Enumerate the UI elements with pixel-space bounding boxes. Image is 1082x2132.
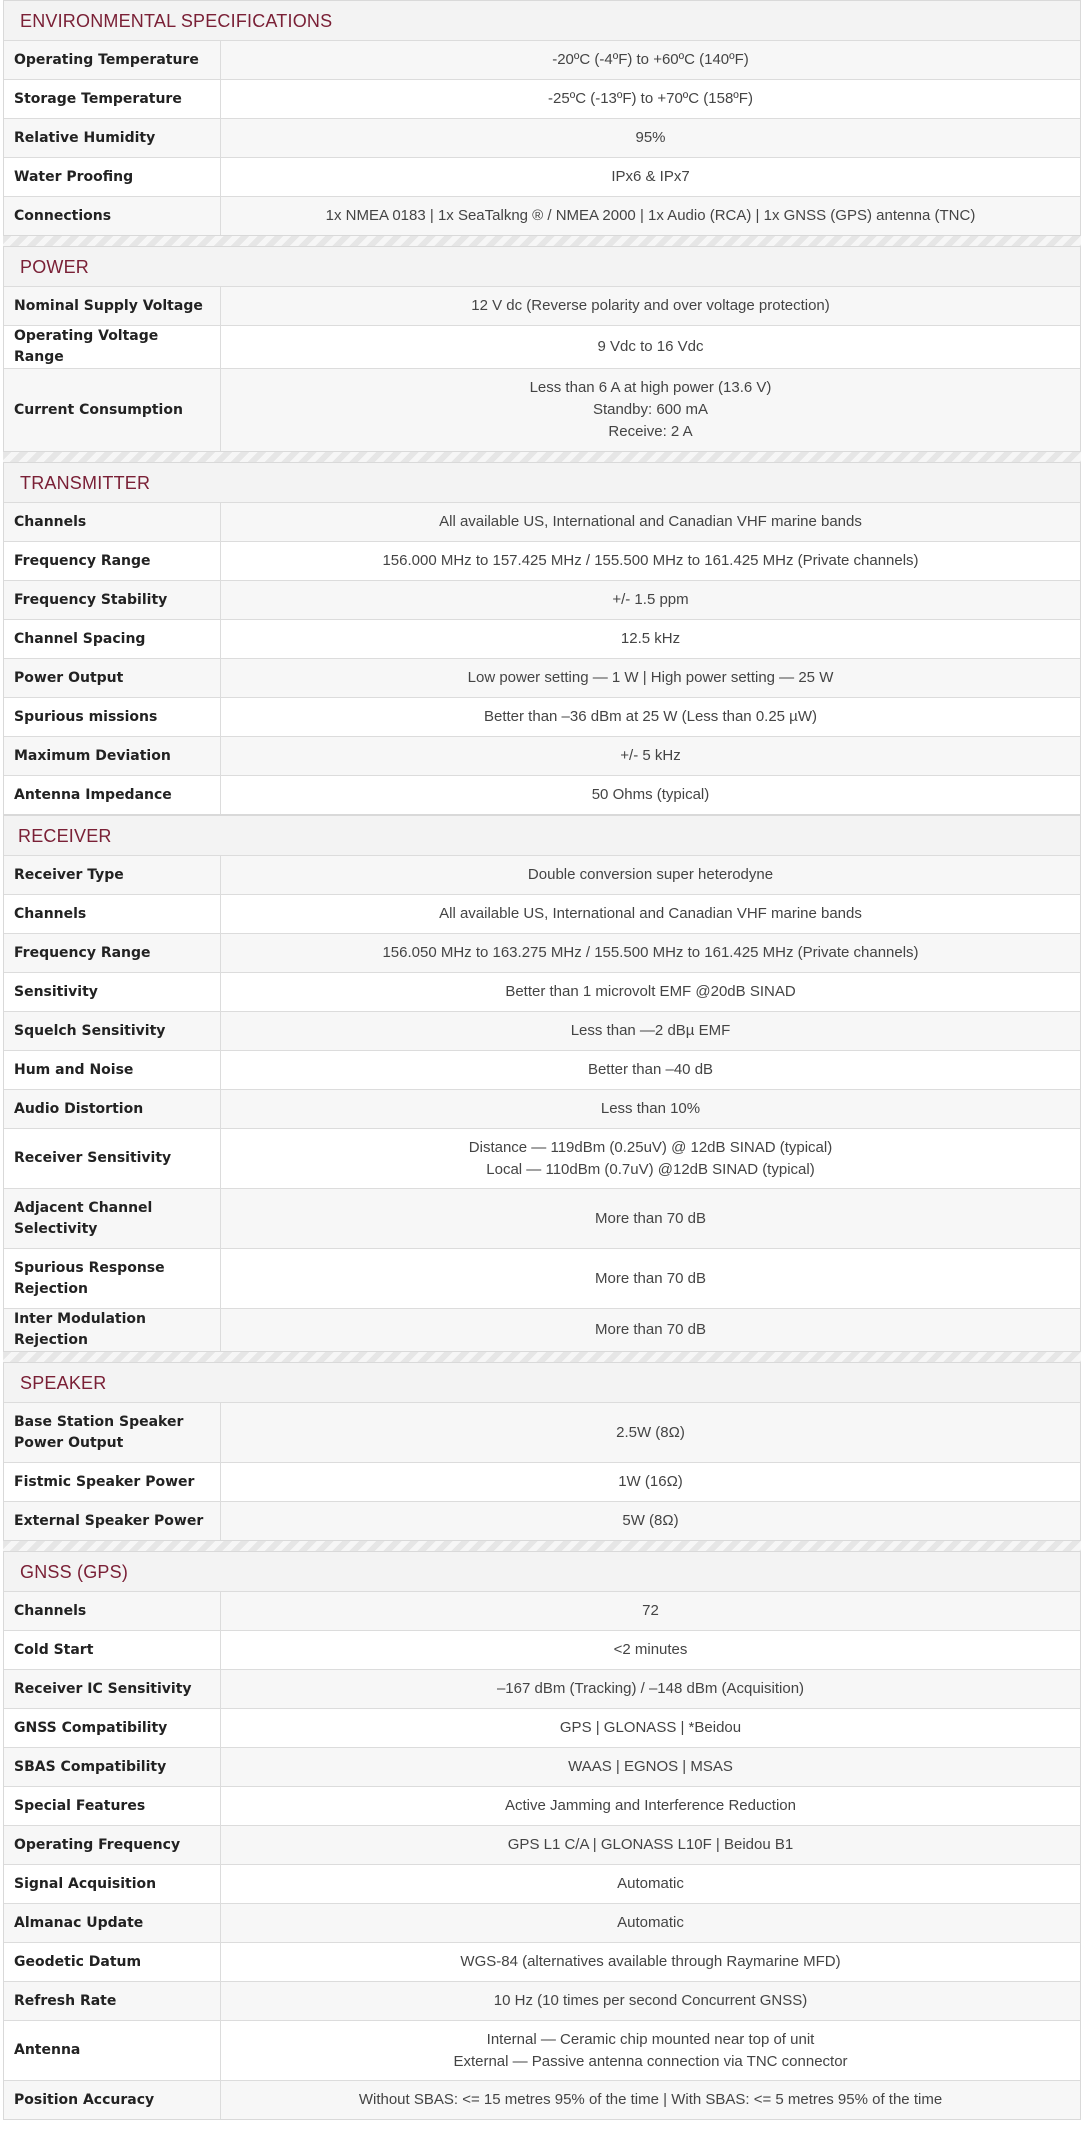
spec-label: Antenna Impedance xyxy=(4,776,221,815)
spec-row xyxy=(4,776,1080,815)
spec-label: Nominal Supply Voltage xyxy=(4,287,221,326)
section-title: RECEIVER xyxy=(4,816,1080,855)
spec-row xyxy=(4,1748,1080,1787)
spec-label: Receiver IC Sensitivity xyxy=(4,1670,221,1709)
spec-label: Operating Temperature xyxy=(4,41,221,80)
spec-label: Special Features xyxy=(4,1787,221,1826)
spec-table xyxy=(4,502,1080,814)
spec-value: All available US, International and Canadian VHF marine bands xyxy=(221,895,1081,934)
spec-row xyxy=(4,1463,1080,1502)
spec-label: Channels xyxy=(4,895,221,934)
spec-row xyxy=(4,1189,1080,1249)
spec-label: Frequency Stability xyxy=(4,581,221,620)
spec-value: GPS L1 C/A | GLONASS L10F | Beidou B1 xyxy=(221,1826,1081,1865)
spec-value: Less than 10% xyxy=(221,1090,1081,1129)
spec-value: Double conversion super heterodyne xyxy=(221,856,1081,895)
spec-value: Better than –40 dB xyxy=(221,1051,1081,1090)
spec-row xyxy=(4,620,1080,659)
spec-label: Maximum Deviation xyxy=(4,737,221,776)
spec-value: 5W (8Ω) xyxy=(221,1502,1081,1541)
spec-row xyxy=(4,2021,1080,2081)
spec-row xyxy=(4,1249,1080,1309)
section-title: SPEAKER xyxy=(4,1363,1080,1402)
spec-value: Better than –36 dBm at 25 W (Less than 0.25 µW) xyxy=(221,698,1081,737)
spec-value: 12 V dc (Reverse polarity and over voltage protection) xyxy=(221,287,1081,326)
section-power xyxy=(3,246,1081,452)
spec-row xyxy=(4,1090,1080,1129)
spec-value: Less than 6 A at high power (13.6 V) Standby: 600 mA Receive: 2 A xyxy=(221,369,1081,452)
spec-row xyxy=(4,1787,1080,1826)
spec-value: -25ºC (-13ºF) to +70ºC (158ºF) xyxy=(221,80,1081,119)
spec-row xyxy=(4,287,1080,326)
spec-row xyxy=(4,1592,1080,1631)
spec-value: 50 Ohms (typical) xyxy=(221,776,1081,815)
spec-table xyxy=(4,855,1080,1351)
spec-row xyxy=(4,1129,1080,1189)
spec-value: Automatic xyxy=(221,1865,1081,1904)
spec-row xyxy=(4,197,1080,236)
spec-label: Sensitivity xyxy=(4,973,221,1012)
spec-value: –167 dBm (Tracking) / –148 dBm (Acquisition) xyxy=(221,1670,1081,1709)
section-divider xyxy=(3,1541,1081,1551)
spec-row xyxy=(4,326,1080,369)
spec-row xyxy=(4,698,1080,737)
spec-label: Base Station Speaker Power Output xyxy=(4,1403,221,1463)
spec-label: Operating Frequency xyxy=(4,1826,221,1865)
spec-table xyxy=(4,40,1080,235)
spec-value: Less than —2 dBµ EMF xyxy=(221,1012,1081,1051)
spec-row xyxy=(4,1943,1080,1982)
spec-label: Position Accuracy xyxy=(4,2081,221,2120)
spec-value: WAAS | EGNOS | MSAS xyxy=(221,1748,1081,1787)
spec-value: 1W (16Ω) xyxy=(221,1463,1081,1502)
spec-value: +/- 5 kHz xyxy=(221,737,1081,776)
spec-value: Active Jamming and Interference Reduction xyxy=(221,1787,1081,1826)
spec-row xyxy=(4,1826,1080,1865)
section-gnss xyxy=(3,1551,1081,2120)
spec-row xyxy=(4,1865,1080,1904)
spec-value: 72 xyxy=(221,1592,1081,1631)
spec-label: Connections xyxy=(4,197,221,236)
section-transmitter xyxy=(3,462,1081,815)
spec-label: Relative Humidity xyxy=(4,119,221,158)
spec-value: Distance — 119dBm (0.25uV) @ 12dB SINAD (typical) Local — 110dBm (0.7uV) @12dB SINAD (typical) xyxy=(221,1129,1081,1189)
spec-label: Power Output xyxy=(4,659,221,698)
spec-table xyxy=(4,1591,1080,2119)
section-divider xyxy=(3,1352,1081,1362)
spec-row xyxy=(4,1502,1080,1541)
spec-value: -20ºC (-4ºF) to +60ºC (140ºF) xyxy=(221,41,1081,80)
spec-row xyxy=(4,581,1080,620)
spec-label: SBAS Compatibility xyxy=(4,1748,221,1787)
section-title: ENVIRONMENTAL SPECIFICATIONS xyxy=(4,1,1080,40)
spec-label: Almanac Update xyxy=(4,1904,221,1943)
spec-value: GPS | GLONASS | *Beidou xyxy=(221,1709,1081,1748)
spec-label: External Speaker Power xyxy=(4,1502,221,1541)
spec-label: Channels xyxy=(4,503,221,542)
spec-row xyxy=(4,1709,1080,1748)
spec-row xyxy=(4,895,1080,934)
spec-value: 1x NMEA 0183 | 1x SeaTalkng ® / NMEA 2000 | 1x Audio (RCA) | 1x GNSS (GPS) antenna (TNC) xyxy=(221,197,1081,236)
spec-table xyxy=(4,1402,1080,1540)
spec-value: Internal — Ceramic chip mounted near top of unit External — Passive antenna connection via TNC connector xyxy=(221,2021,1081,2081)
section-title: POWER xyxy=(4,247,1080,286)
section-title: GNSS (GPS) xyxy=(4,1552,1080,1591)
spec-row xyxy=(4,1403,1080,1463)
spec-label: Signal Acquisition xyxy=(4,1865,221,1904)
spec-table xyxy=(4,286,1080,451)
spec-label: Receiver Sensitivity xyxy=(4,1129,221,1189)
spec-row xyxy=(4,542,1080,581)
spec-row xyxy=(4,1309,1080,1352)
spec-label: Cold Start xyxy=(4,1631,221,1670)
spec-value: Automatic xyxy=(221,1904,1081,1943)
spec-value: 9 Vdc to 16 Vdc xyxy=(221,326,1081,369)
spec-row xyxy=(4,80,1080,119)
spec-row xyxy=(4,1051,1080,1090)
spec-row xyxy=(4,2081,1080,2120)
spec-label: Receiver Type xyxy=(4,856,221,895)
spec-row xyxy=(4,973,1080,1012)
spec-row xyxy=(4,1012,1080,1051)
spec-value: Without SBAS: <= 15 metres 95% of the time | With SBAS: <= 5 metres 95% of the time xyxy=(221,2081,1081,2120)
spec-value: All available US, International and Canadian VHF marine bands xyxy=(221,503,1081,542)
spec-label: Spurious Response Rejection xyxy=(4,1249,221,1309)
section-speaker xyxy=(3,1362,1081,1541)
spec-row xyxy=(4,503,1080,542)
spec-value: 95% xyxy=(221,119,1081,158)
spec-value: 156.050 MHz to 163.275 MHz / 155.500 MHz to 161.425 MHz (Private channels) xyxy=(221,934,1081,973)
spec-label: Spurious missions xyxy=(4,698,221,737)
spec-row xyxy=(4,369,1080,452)
spec-row xyxy=(4,1982,1080,2021)
section-environmental xyxy=(3,0,1081,236)
spec-row xyxy=(4,41,1080,80)
spec-value: Better than 1 microvolt EMF @20dB SINAD xyxy=(221,973,1081,1012)
spec-value: +/- 1.5 ppm xyxy=(221,581,1081,620)
spec-value: IPx6 & IPx7 xyxy=(221,158,1081,197)
spec-value: <2 minutes xyxy=(221,1631,1081,1670)
spec-label: Channel Spacing xyxy=(4,620,221,659)
spec-label: Frequency Range xyxy=(4,542,221,581)
spec-value: More than 70 dB xyxy=(221,1309,1081,1352)
spec-label: Water Proofing xyxy=(4,158,221,197)
spec-value: 156.000 MHz to 157.425 MHz / 155.500 MHz to 161.425 MHz (Private channels) xyxy=(221,542,1081,581)
spec-label: Antenna xyxy=(4,2021,221,2081)
spec-label: Fistmic Speaker Power xyxy=(4,1463,221,1502)
spec-value: WGS-84 (alternatives available through Raymarine MFD) xyxy=(221,1943,1081,1982)
section-title: TRANSMITTER xyxy=(4,463,1080,502)
spec-label: Inter Modulation Rejection xyxy=(4,1309,221,1352)
section-divider xyxy=(3,452,1081,462)
section-divider xyxy=(3,236,1081,246)
spec-row xyxy=(4,659,1080,698)
section-receiver xyxy=(3,815,1081,1352)
spec-row xyxy=(4,1631,1080,1670)
spec-row xyxy=(4,737,1080,776)
spec-row xyxy=(4,934,1080,973)
spec-value: More than 70 dB xyxy=(221,1189,1081,1249)
spec-label: Storage Temperature xyxy=(4,80,221,119)
spec-value: 2.5W (8Ω) xyxy=(221,1403,1081,1463)
spec-value: More than 70 dB xyxy=(221,1249,1081,1309)
spec-label: Operating Voltage Range xyxy=(4,326,221,369)
spec-label: Hum and Noise xyxy=(4,1051,221,1090)
spec-value: 12.5 kHz xyxy=(221,620,1081,659)
spec-label: Refresh Rate xyxy=(4,1982,221,2021)
spec-label: Squelch Sensitivity xyxy=(4,1012,221,1051)
spec-row xyxy=(4,1904,1080,1943)
spec-label: Frequency Range xyxy=(4,934,221,973)
spec-label: Channels xyxy=(4,1592,221,1631)
spec-row xyxy=(4,119,1080,158)
spec-value: Low power setting — 1 W | High power setting — 25 W xyxy=(221,659,1081,698)
spec-label: Audio Distortion xyxy=(4,1090,221,1129)
spec-row xyxy=(4,1670,1080,1709)
spec-label: GNSS Compatibility xyxy=(4,1709,221,1748)
spec-label: Geodetic Datum xyxy=(4,1943,221,1982)
spec-label: Current Consumption xyxy=(4,369,221,452)
spec-value: 10 Hz (10 times per second Concurrent GNSS) xyxy=(221,1982,1081,2021)
spec-row xyxy=(4,158,1080,197)
spec-row xyxy=(4,856,1080,895)
spec-label: Adjacent Channel Selectivity xyxy=(4,1189,221,1249)
